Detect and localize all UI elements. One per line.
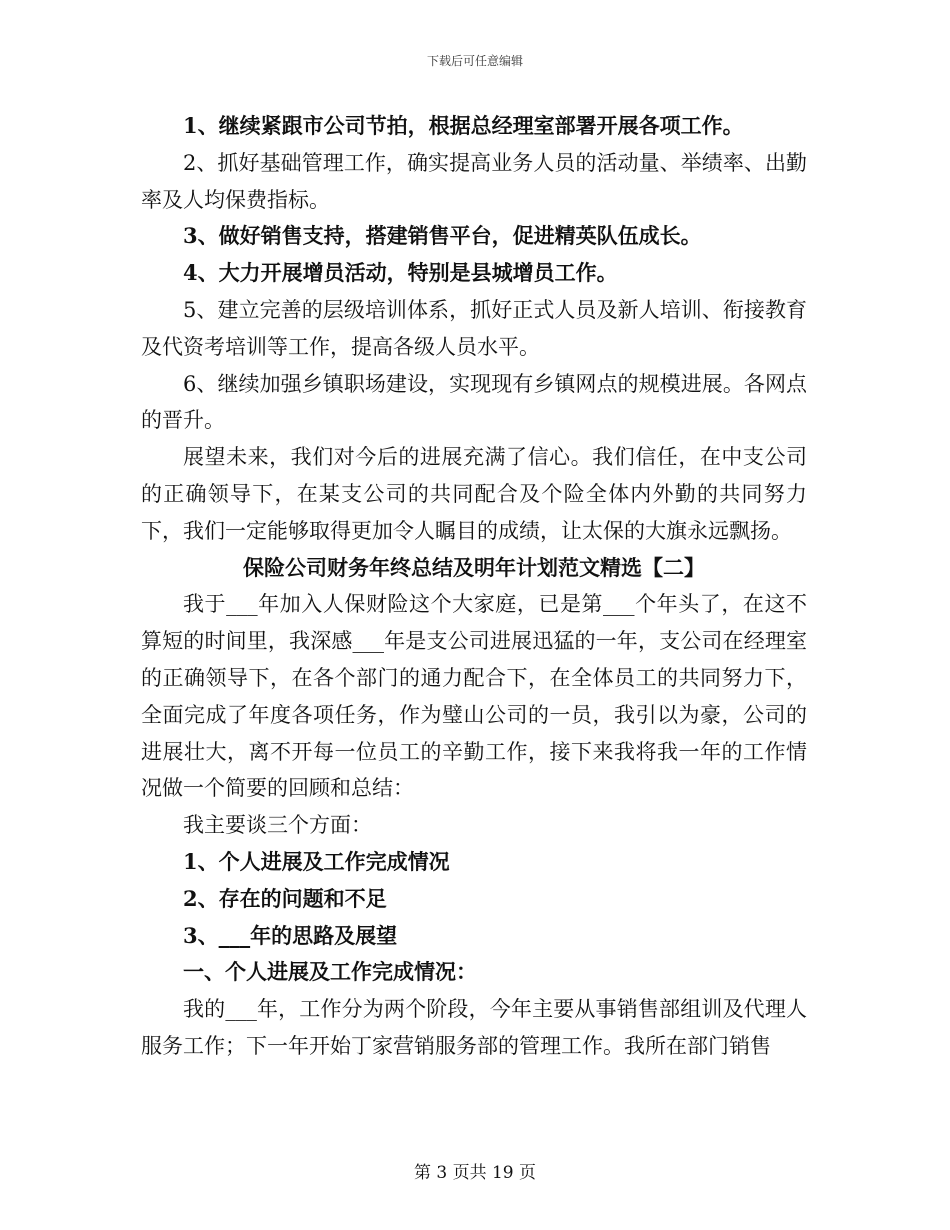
document-body — [141, 108, 807, 1065]
paragraph-item-2: 2、抓好基础管理工作，确实提高业务人员的活动量、举绩率、出勤率及人均保费指标。 — [141, 150, 807, 212]
aspect-item-3: 3、___年的思路及展望 — [183, 922, 398, 948]
paragraph-item-5: 5、建立完善的层级培训体系，抓好正式人员及新人培训、衔接教育及代资考培训等工作，提高各级人员水平。 — [141, 297, 807, 359]
page-number: 第 3 页共 19 页 — [413, 1163, 537, 1183]
paragraph-work: 我的___年，工作分为两个阶段，今年主要从事销售部组训及代理人服务工作；下一年开始丁家营销服务部的管理工作。我所在部门销售 — [141, 997, 807, 1058]
paragraph-outlook: 展望未来，我们对今后的进展充满了信心。我们信任，在中支公司的正确领导下，在某支公司的共同配合及个险全体内外勤的共同努力下，我们一定能够取得更加令人瞩目的成绩，让太保的大旗永远飘扬。 — [141, 445, 807, 543]
section-title: 保险公司财务年终总结及明年计划范文精选【二】 — [243, 554, 705, 580]
paragraph-item-6: 6、继续加强乡镇职场建设，实现现有乡镇网点的规模进展。各网点的晋升。 — [141, 371, 807, 433]
aspect-item-1: 1、个人进展及工作完成情况 — [183, 848, 450, 874]
page-header: 下载后可任意编辑 — [426, 54, 523, 68]
paragraph-item-1: 1、继续紧跟市公司节拍，根据总经理室部署开展各项工作。 — [183, 113, 744, 138]
paragraph-item-3: 3、做好销售支持，搭建销售平台，促进精英队伍成长。 — [183, 223, 702, 249]
paragraph-item-4: 4、大力开展增员活动，特别是县城增员工作。 — [183, 260, 618, 286]
aspect-item-2: 2、存在的问题和不足 — [183, 885, 387, 911]
paragraph-intro: 我于___年加入人保财险这个大家庭，已是第___个年头了，在这不算短的时间里，我深感___年是支公司进展迅猛的一年，支公司在经理室的正确领导下，在各个部门的通力配合下，在全体员工的共同努力下，全面完成了年度各项任务，作为璧山公司的一员，我引以为豪，公司的进展壮大，离不开每一位员工的辛勤工作，接下来我将我一年的工作情况做一个简要的回顾和总结： — [141, 592, 807, 801]
paragraph-aspects: 我主要谈三个方面： — [183, 813, 372, 838]
subsection-heading: 一、个人进展及工作完成情况： — [183, 959, 477, 985]
